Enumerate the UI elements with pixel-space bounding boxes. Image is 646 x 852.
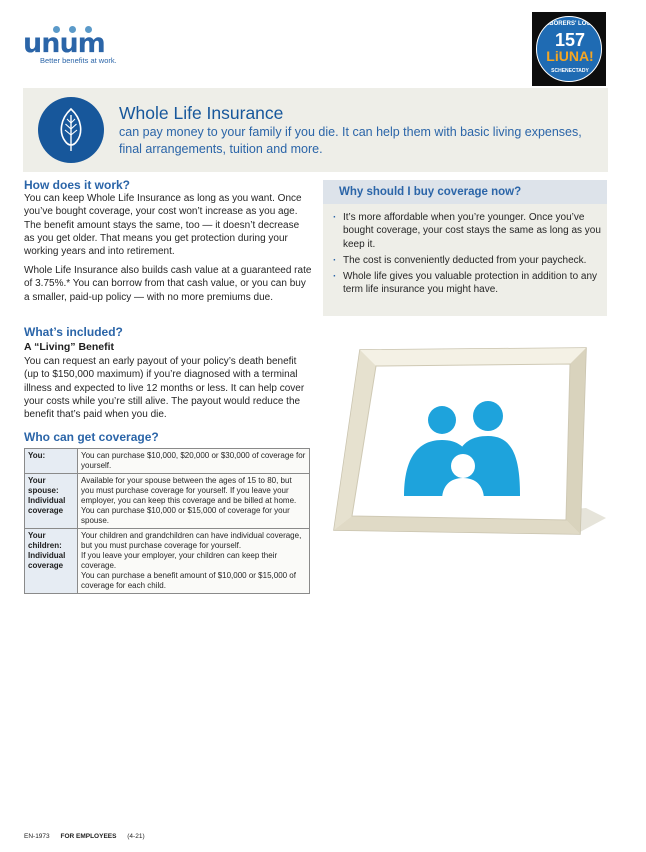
row-value xyxy=(78,449,310,474)
included-paragraph: You can request an early payout of your policy’s death benefit (up to $150,000 maximum) if you’re diagnosed with a terminal illness and expected to live 12 months or less. It can help cover your costs while you’re still alive. The payout would reduce the benefit that’s paid when you die. xyxy=(24,356,305,421)
row-label: You: xyxy=(25,449,78,474)
liuna-name: LiUNA! xyxy=(546,48,594,64)
table-row xyxy=(25,529,310,594)
brand-tagline: Better benefits at work. xyxy=(40,56,117,65)
page-subtitle: can pay money to your family if you die. It can help them with basic living expenses, final arrangements, tuition and more. xyxy=(119,125,582,156)
table-row xyxy=(25,474,310,529)
how-paragraph-1: You can keep Whole Life Insurance as long as you want. Once you’ve bought coverage, your cost won’t increase as you age. The benefit amount stays the same, too — it doesn’t decrease as you get older. That means you get protection during your working years and into retirement. xyxy=(24,193,302,258)
unum-logo xyxy=(23,26,133,70)
how-paragraph-2: Whole Life Insurance also builds cash value at a guaranteed rate of 3.75%.* You can borrow from that cash value, or you can buy a smaller, paid-up policy — with no more premiums due. xyxy=(24,265,312,303)
row-line: You can purchase $10,000 or $15,000 of coverage for your spouse. xyxy=(81,506,290,525)
why-box xyxy=(323,180,607,316)
list-item: · The cost is conveniently deducted from your paycheck. xyxy=(331,254,601,267)
footer-date: (4-21) xyxy=(127,833,145,840)
title-banner xyxy=(23,88,608,172)
liuna-top-text: LABORERS' LOCAL xyxy=(541,21,599,27)
list-item: · It’s more affordable when you’re younger. Once you’ve bought coverage, your cost stays the same as long as you keep it. xyxy=(331,211,601,251)
liuna-bottom-text: SCHENECTADY xyxy=(551,68,589,74)
footer xyxy=(24,833,154,840)
family-frame-illustration xyxy=(330,340,608,540)
leaf-icon xyxy=(38,97,104,163)
row-line: You can purchase $10,000, $20,000 or $30,000 of coverage for yourself. xyxy=(81,451,306,470)
why-heading: Why should I buy coverage now? xyxy=(339,186,522,198)
why-header xyxy=(323,180,607,204)
page-title: Whole Life Insurance xyxy=(119,103,284,123)
row-value xyxy=(78,474,310,529)
who-heading: Who can get coverage? xyxy=(24,430,159,444)
footer-code: EN-1973 xyxy=(24,833,50,840)
coverage-table xyxy=(24,448,310,594)
row-label: Your children: Individual coverage xyxy=(25,529,78,594)
table-row xyxy=(25,449,310,474)
living-benefit-heading: A “Living” Benefit xyxy=(24,341,115,353)
why-list xyxy=(331,211,601,300)
liuna-number: 157 xyxy=(554,30,586,50)
brand-name: unum xyxy=(23,28,105,59)
liuna-logo xyxy=(532,12,606,86)
row-line: If you leave your employer, your children can keep their coverage. xyxy=(81,551,278,570)
row-line: Available for your spouse between the ages of 15 to 80, but you must purchase coverage for yourself. If you leave your employer, you can keep this coverage and be billed at home. xyxy=(81,476,297,505)
footer-audience: FOR EMPLOYEES xyxy=(60,833,117,840)
how-heading: How does it work? xyxy=(24,178,131,192)
row-line: Your children and grandchildren can have individual coverage, but you must purchase coverage for yourself. xyxy=(81,531,302,550)
row-line: You can purchase a benefit amount of $10,000 or $15,000 of coverage for each child. xyxy=(81,571,296,590)
row-label: Your spouse: Individual coverage xyxy=(25,474,78,529)
list-item: · Whole life gives you valuable protection in addition to any term life insurance you might have. xyxy=(331,270,601,297)
included-heading: What’s included? xyxy=(24,325,123,339)
row-value xyxy=(78,529,310,594)
